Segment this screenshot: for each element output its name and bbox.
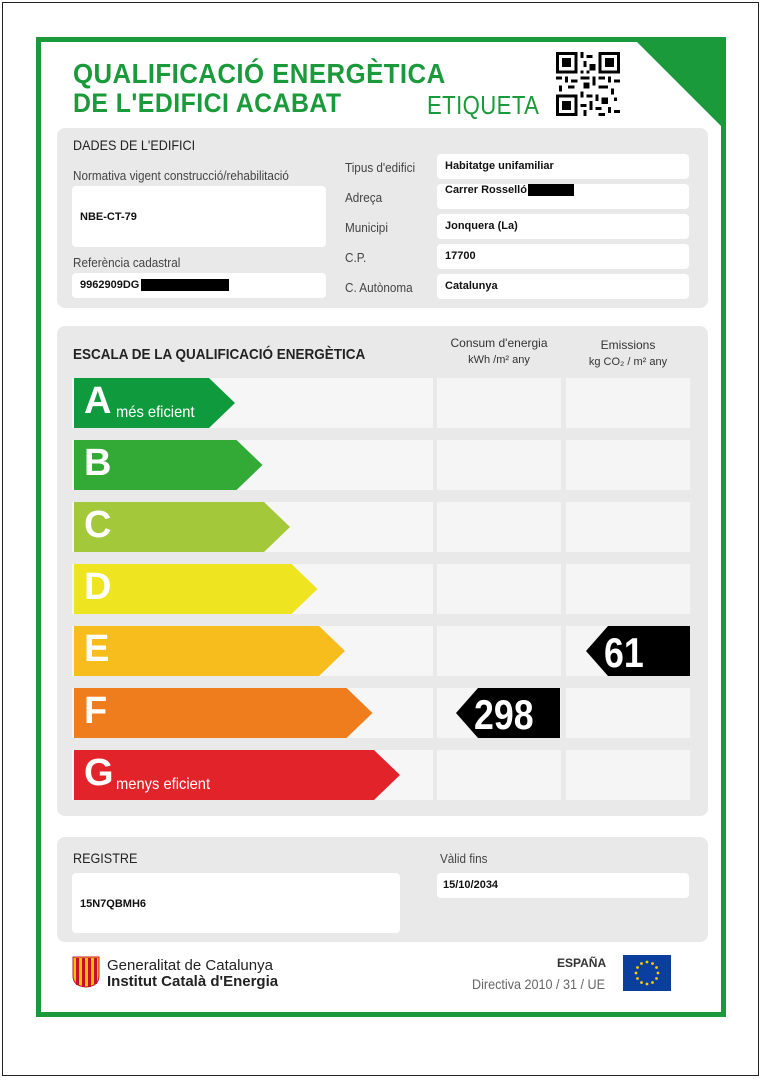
energy-header-line2: kWh /m² any [468,354,530,366]
class-letter: G [84,752,114,794]
registry-value: 15N7QBMH6 [80,898,147,910]
eu-star [635,972,638,975]
emissions-rating-badge-value: 61 [604,629,644,676]
class-arrow-c [72,502,290,552]
municipality-label: Municipi [345,220,388,235]
eu-star [651,962,654,965]
eu-star [657,972,660,975]
class-arrow-a [72,378,235,428]
registry-label: REGISTRE [73,850,138,866]
eu-star [655,977,658,980]
eu-star [646,961,649,964]
class-letter: F [84,690,108,732]
energy-rating-badge [456,688,560,738]
arrow-shape [72,626,345,676]
emissions-header-line2: kg CO₂ / m² any [588,356,668,368]
class-caption: més eficient [116,404,195,421]
emissions-cell-a [566,378,690,428]
country-label: ESPAÑA [557,956,607,970]
class-letter: C [84,504,112,546]
energy-cell-b [437,440,561,490]
postcode-label: C.P. [345,250,367,265]
emissions-cell-c [566,502,690,552]
cadastral-label: Referència cadastral [73,255,181,270]
eu-flag-icon [623,955,671,991]
emissions-cell-d [566,564,690,614]
emissions-cell-b [566,440,690,490]
municipality-value: Jonquera (La) [445,220,518,232]
emissions-cell-g [566,750,690,800]
scale-title: ESCALA DE LA QUALIFICACIÓ ENERGÈTICA [73,346,366,363]
postcode-value: 17700 [445,250,476,262]
eu-star [646,983,649,986]
cadastral-value [80,279,229,291]
eu-star [640,981,643,984]
eu-star [636,977,639,980]
class-letter: A [84,380,112,422]
regulation-value: NBE-CT-79 [80,211,137,223]
eu-star [655,966,658,969]
address-value [445,184,574,196]
redaction-bar [528,184,574,196]
type-label: Tipus d'edifici [345,160,416,175]
subtitle-etiqueta: ETIQUETA [427,90,540,120]
energy-cell-g [437,750,561,800]
cadastral-value-text: 9962909DG [80,279,140,291]
energy-column-header [437,335,561,369]
building-section-title: DADES DE L'EDIFICI [73,137,196,153]
energy-cell-d [437,564,561,614]
energy-cell-c [437,502,561,552]
energy-header-line1: Consum d'energia [450,336,548,350]
title-line1: QUALIFICACIÓ ENERGÈTICA [73,58,446,89]
energy-rating-badge-value: 298 [474,691,534,738]
class-letter: D [84,566,112,608]
regulation-label: Normativa vigent construcció/rehabilitació [73,168,289,183]
emissions-rating-badge [586,626,690,676]
class-arrow-g [72,750,400,800]
energy-cell-a [437,378,561,428]
class-letter: B [84,442,112,484]
org-line1: Generalitat de Catalunya [107,957,273,974]
class-arrow-f [72,688,373,738]
energy-cell-e [437,626,561,676]
valid-until-value: 15/10/2034 [443,879,499,891]
class-caption: menys eficient [116,776,211,793]
emissions-column-header [566,337,690,371]
org-line2: Institut Català d'Energia [107,973,279,990]
directive-label: Directiva 2010 / 31 / UE [472,976,606,992]
emissions-cell-f [566,688,690,738]
address-label: Adreça [345,190,383,205]
type-value: Habitatge unifamiliar [445,160,554,172]
valid-until-label: Vàlid fins [440,851,488,866]
eu-star [640,962,643,965]
class-letter: E [84,628,110,670]
redaction-bar [141,279,229,291]
class-arrow-e [72,626,345,676]
address-value-text: Carrer Rosselló [445,184,527,196]
title-line2: DE L'EDIFICI ACABAT [73,88,342,118]
corner-triangle [632,37,726,131]
emissions-header-line1: Emissions [600,338,656,352]
region-label: C. Autònoma [345,280,413,295]
region-value: Catalunya [445,280,498,292]
qr-code-icon [556,52,620,116]
class-arrow-d [72,564,318,614]
class-arrow-b [72,440,263,490]
catalan-flag-icon [72,956,100,988]
eu-star [651,981,654,984]
eu-star [636,966,639,969]
arrow-shape [72,688,373,738]
